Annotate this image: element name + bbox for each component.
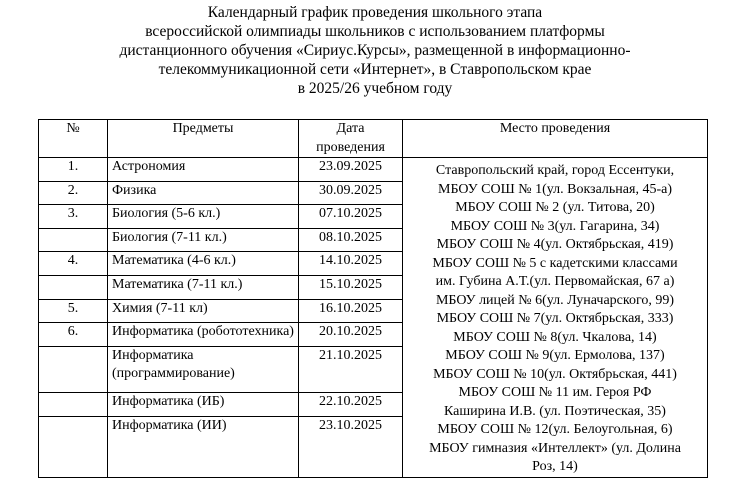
row-date: 15.10.2025	[299, 276, 403, 300]
table-header-row	[39, 120, 708, 158]
table-row	[39, 158, 708, 182]
row-subject: Биология (5-6 кл.)	[108, 205, 299, 229]
header-num: №	[39, 120, 108, 158]
row-subject: Математика (4-6 кл.)	[108, 252, 299, 276]
row-date: 20.10.2025	[299, 323, 403, 347]
place-line: МБОУ СОШ № 4(ул. Октябрьская, 419)	[436, 237, 674, 252]
header-date: Дата проведения	[299, 120, 403, 158]
row-subject: Химия (7-11 кл)	[108, 299, 299, 323]
row-num	[39, 276, 108, 300]
title-line: в 2025/26 учебном году	[297, 80, 453, 97]
schedule-table	[38, 119, 708, 478]
row-date: 23.09.2025	[299, 158, 403, 182]
row-subject: Физика	[108, 181, 299, 205]
row-num	[39, 228, 108, 252]
row-num	[39, 392, 108, 416]
place-line: МБОУ СОШ № 10(ул. Октябрьская, 441)	[433, 366, 677, 382]
title-line: дистанционного обучения «Сириус.Курсы», размещенной в информационно-	[119, 42, 631, 59]
title-line: всероссийской олимпиады школьников с использованием платформы	[145, 23, 605, 40]
place-line: МБОУ СОШ № 8(ул. Чкалова, 14)	[453, 329, 657, 345]
row-num	[39, 416, 108, 477]
header-subject: Предметы	[108, 120, 299, 158]
row-date: 16.10.2025	[299, 299, 403, 323]
place-line: МБОУ СОШ № 7(ул. Октябрьская, 333)	[436, 311, 674, 326]
row-num: 5.	[39, 299, 108, 323]
place-line: им. Губина А.Т.(ул. Первомайская, 67 а)	[435, 274, 675, 289]
place-line: Каширина И.В. (ул. Поэтическая, 35)	[444, 403, 666, 419]
place-line: МБОУ СОШ № 2 (ул. Титова, 20)	[455, 200, 655, 215]
row-num: 6.	[39, 323, 108, 347]
place-cell	[403, 158, 708, 478]
place-line: МБОУ СОШ № 12(ул. Белоугольная, 6)	[437, 422, 673, 437]
row-subject: Астрономия	[108, 158, 299, 182]
row-num	[39, 346, 108, 392]
row-num: 1.	[39, 158, 108, 182]
place-line: МБОУ СОШ № 11 им. Героя РФ	[458, 385, 652, 400]
place-line: МБОУ гимназия «Интеллект» (ул. Долина	[429, 440, 681, 456]
row-subject: Информатика (ИБ)	[108, 392, 299, 416]
row-subject: Математика (7-11 кл.)	[108, 276, 299, 300]
row-date: 30.09.2025	[299, 181, 403, 205]
row-subject: Информатика (программирование)	[108, 346, 299, 392]
row-subject: Информатика (робототехника)	[108, 323, 299, 347]
place-line: МБОУ лицей № 6(ул. Луначарского, 99)	[435, 292, 675, 308]
place-line: МБОУ СОШ № 5 с кадетскими классами	[432, 255, 678, 271]
row-date: 14.10.2025	[299, 252, 403, 276]
header-place: Место проведения	[403, 120, 708, 158]
row-subject: Информатика (ИИ)	[108, 416, 299, 477]
document-title	[0, 3, 750, 98]
row-date: 22.10.2025	[299, 392, 403, 416]
place-line: МБОУ СОШ № 3(ул. Гагарина, 34)	[450, 218, 660, 234]
title-line: Календарный график проведения школьного этапа	[207, 4, 543, 21]
place-line: МБОУ СОШ № 1(ул. Вокзальная, 45-а)	[438, 181, 672, 197]
place-line: МБОУ СОШ № 9(ул. Ермолова, 137)	[445, 348, 665, 363]
row-subject: Биология (7-11 кл.)	[108, 228, 299, 252]
place-line: Роз, 14)	[532, 459, 578, 474]
row-num: 3.	[39, 205, 108, 229]
place-line: Ставропольский край, город Ессентуки,	[435, 163, 675, 178]
row-date: 23.10.2025	[299, 416, 403, 477]
title-line: телекоммуникационной сети «Интернет», в Ставропольском крае	[158, 61, 592, 78]
row-date: 21.10.2025	[299, 346, 403, 392]
row-date: 08.10.2025	[299, 228, 403, 252]
row-num: 4.	[39, 252, 108, 276]
row-date: 07.10.2025	[299, 205, 403, 229]
row-num: 2.	[39, 181, 108, 205]
